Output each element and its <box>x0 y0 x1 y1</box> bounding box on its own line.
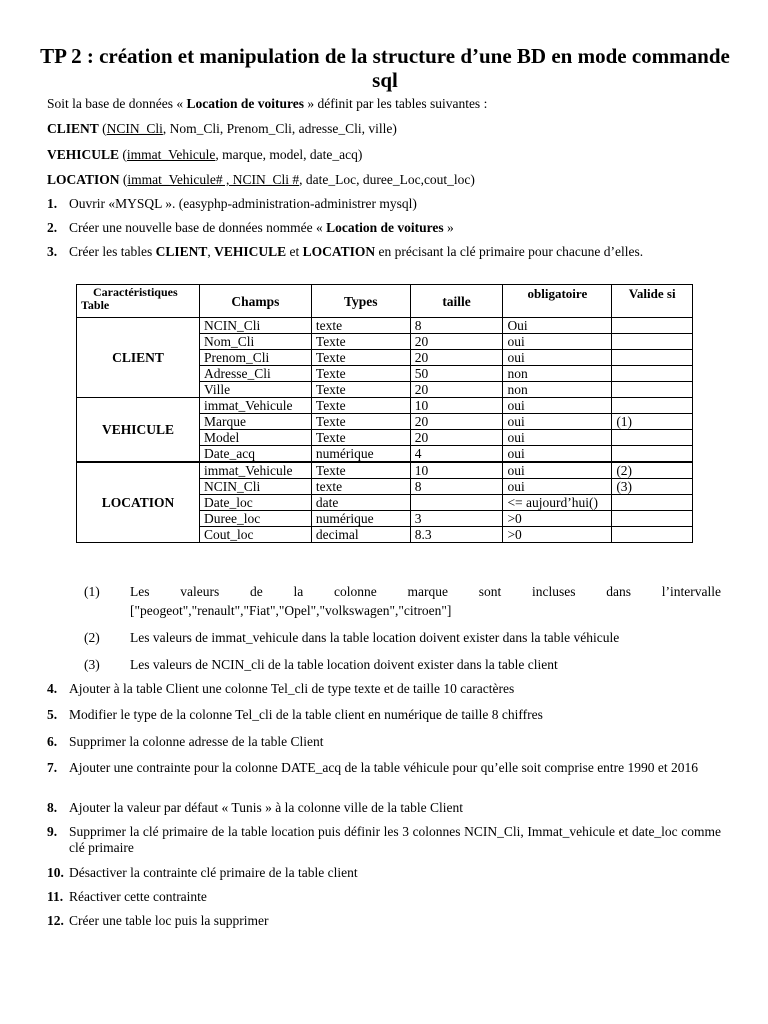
header-obligatoire: obligatoire <box>503 285 612 318</box>
cell-type: numérique <box>311 511 410 527</box>
note-key: (1) <box>84 584 100 599</box>
step-number: 8. <box>47 800 58 815</box>
cell-obligatoire: >0 <box>503 527 612 543</box>
note-1 <box>84 582 721 620</box>
table-name-vehicule: VEHICULE <box>77 398 200 463</box>
cell-valide <box>612 334 693 350</box>
cell-taille: 20 <box>410 414 503 430</box>
cell-valide <box>612 318 693 334</box>
note-text: Les valeurs de NCIN_cli de la table location doivent exister dans la table client <box>130 657 558 672</box>
schema-open: ( <box>119 172 128 187</box>
note-key: (3) <box>84 657 100 672</box>
step-text <box>69 244 721 260</box>
cell-valide: (2) <box>612 462 693 479</box>
schema-rest: , date_Loc, duree_Loc,cout_loc) <box>299 172 475 187</box>
page-title: TP 2 : création et manipulation de la structure d’une BD en mode commande sql <box>40 44 730 92</box>
cell-valide <box>612 350 693 366</box>
schema-name: VEHICULE <box>47 147 120 162</box>
cell-type: Texte <box>311 334 410 350</box>
step-text-part: , <box>207 244 215 259</box>
cell-obligatoire: oui <box>503 462 612 479</box>
step-text: Supprimer la clé primaire de la table location puis définir les 3 colonnes NCIN_Cli, Immat_vehicule et date_loc comme clé primaire <box>69 824 721 855</box>
schema-key: immat_Vehicule <box>126 147 216 162</box>
header-caracteristiques <box>77 285 200 318</box>
cell-taille: 20 <box>410 350 503 366</box>
header-champs: Champs <box>199 285 311 318</box>
step-9 <box>47 824 721 856</box>
step-number: 10. <box>47 865 64 880</box>
cell-champ: Date_loc <box>199 495 311 511</box>
cell-type: Texte <box>311 414 410 430</box>
cell-obligatoire: oui <box>503 350 612 366</box>
cell-obligatoire: oui <box>503 430 612 446</box>
cell-taille: 10 <box>410 398 503 414</box>
step-number: 7. <box>47 760 58 775</box>
cell-valide <box>612 366 693 382</box>
cell-valide <box>612 446 693 463</box>
cell-champ: Date_acq <box>199 446 311 463</box>
header-caracteristiques-label: Caractéristiques <box>93 285 178 299</box>
schema-open: ( <box>119 147 127 162</box>
step-number: 11. <box>47 889 64 904</box>
step-number: 12. <box>47 913 64 928</box>
note-key: (2) <box>84 630 100 645</box>
schema-name: LOCATION <box>47 172 120 187</box>
step-4 <box>47 681 721 697</box>
cell-type: Texte <box>311 462 410 479</box>
cell-obligatoire: non <box>503 366 612 382</box>
cell-taille: 3 <box>410 511 503 527</box>
note-2 <box>84 628 721 647</box>
schema-vehicule <box>47 146 721 163</box>
header-table-label: Table <box>81 298 110 312</box>
step-7 <box>47 760 721 776</box>
cell-valide <box>612 527 693 543</box>
cell-type: Texte <box>311 382 410 398</box>
cell-taille: 50 <box>410 366 503 382</box>
database-name: Location de voitures <box>186 96 304 111</box>
step-number: 9. <box>47 824 58 839</box>
cell-champ: immat_Vehicule <box>199 398 311 414</box>
cell-obligatoire: oui <box>503 479 612 495</box>
cell-valide <box>612 495 693 511</box>
step-3 <box>47 244 721 260</box>
step-8 <box>47 800 721 816</box>
step-number: 5. <box>47 707 58 722</box>
step-text: Ajouter une contrainte pour la colonne DATE_acq de la table véhicule pour qu’elle soit comprise entre 1990 et 2016 <box>69 760 699 775</box>
header-valide-si: Valide si <box>612 285 693 318</box>
cell-taille: 20 <box>410 334 503 350</box>
step-6 <box>47 734 721 750</box>
schema-rest: , marque, model, date_acq) <box>215 147 363 162</box>
cell-valide <box>612 430 693 446</box>
step-10 <box>47 865 721 881</box>
table-header-row <box>77 285 693 318</box>
cell-taille: 4 <box>410 446 503 463</box>
intro-paragraph <box>47 95 721 112</box>
schema-open: ( <box>98 121 107 136</box>
cell-champ: Ville <box>199 382 311 398</box>
table-name-client: CLIENT <box>77 318 200 398</box>
cell-taille: 10 <box>410 462 503 479</box>
cell-champ: Cout_loc <box>199 527 311 543</box>
step-text-bold: VEHICULE <box>214 244 287 259</box>
header-types: Types <box>311 285 410 318</box>
cell-valide: (3) <box>612 479 693 495</box>
cell-obligatoire: oui <box>503 414 612 430</box>
cell-type: texte <box>311 479 410 495</box>
schema-rest: , Nom_Cli, Prenom_Cli, adresse_Cli, ville) <box>162 121 397 136</box>
cell-type: date <box>311 495 410 511</box>
cell-taille: 8.3 <box>410 527 503 543</box>
table-row <box>77 462 693 479</box>
step-text-bold: CLIENT <box>155 244 208 259</box>
cell-taille: 8 <box>410 479 503 495</box>
step-text: Modifier le type de la colonne Tel_cli de la table client en numérique de taille 8 chiffres <box>69 707 543 722</box>
cell-obligatoire: oui <box>503 398 612 414</box>
cell-champ: Duree_loc <box>199 511 311 527</box>
cell-obligatoire: >0 <box>503 511 612 527</box>
tables-characteristics <box>76 284 693 543</box>
cell-type: Texte <box>311 398 410 414</box>
cell-valide: (1) <box>612 414 693 430</box>
header-taille: taille <box>410 285 503 318</box>
schema-name: CLIENT <box>47 121 99 136</box>
note-3 <box>84 655 721 674</box>
step-text: Créer une table loc puis la supprimer <box>69 913 269 928</box>
step-text-part: » <box>443 220 454 235</box>
step-number: 3. <box>47 244 58 259</box>
step-number: 2. <box>47 220 58 235</box>
note-text: Les valeurs de immat_vehicule dans la table location doivent exister dans la table véhicule <box>130 630 620 645</box>
cell-champ: Marque <box>199 414 311 430</box>
intro-text-end: » définit par les tables suivantes : <box>303 96 488 111</box>
step-text <box>69 220 721 236</box>
cell-champ: NCIN_Cli <box>199 479 311 495</box>
cell-obligatoire: <= aujourd’hui() <box>503 495 612 511</box>
cell-taille: 8 <box>410 318 503 334</box>
cell-champ: Model <box>199 430 311 446</box>
cell-type: Texte <box>311 430 410 446</box>
table-row <box>77 318 693 334</box>
step-number: 4. <box>47 681 58 696</box>
step-5 <box>47 707 721 723</box>
step-text-bold: LOCATION <box>302 244 376 259</box>
cell-valide <box>612 511 693 527</box>
cell-champ: Adresse_Cli <box>199 366 311 382</box>
note-text: Les valeurs de la colonne marque sont incluses dans l’intervalle ["peogeot","renault","Fiat","Opel","volkswagen","citroen"] <box>130 584 721 618</box>
cell-obligatoire: oui <box>503 334 612 350</box>
step-11 <box>47 889 721 905</box>
step-12 <box>47 913 721 929</box>
step-text: Ouvrir «MYSQL ». (easyphp-administration-administrer mysql) <box>69 196 417 211</box>
table-row <box>77 398 693 414</box>
cell-taille: 20 <box>410 382 503 398</box>
cell-champ: Prenom_Cli <box>199 350 311 366</box>
step-1 <box>47 196 721 212</box>
cell-type: texte <box>311 318 410 334</box>
step-number: 6. <box>47 734 58 749</box>
cell-type: numérique <box>311 446 410 463</box>
step-text-part: et <box>286 244 303 259</box>
step-text: Réactiver cette contrainte <box>69 889 207 904</box>
intro-text: Soit la base de données « <box>47 96 187 111</box>
step-number: 1. <box>47 196 58 211</box>
cell-obligatoire: oui <box>503 446 612 463</box>
cell-taille <box>410 495 503 511</box>
table-name-location: LOCATION <box>77 462 200 543</box>
step-text: Supprimer la colonne adresse de la table Client <box>69 734 324 749</box>
step-text-part: Créer les tables <box>69 244 156 259</box>
schema-key: NCIN_Cli <box>106 121 163 136</box>
cell-valide <box>612 398 693 414</box>
cell-taille: 20 <box>410 430 503 446</box>
cell-obligatoire: Oui <box>503 318 612 334</box>
cell-obligatoire: non <box>503 382 612 398</box>
step-text-part: en précisant la clé primaire pour chacune d’elles. <box>375 244 644 259</box>
step-text: Ajouter à la table Client une colonne Tel_cli de type texte et de taille 10 caractères <box>69 681 515 696</box>
step-text: Désactiver la contrainte clé primaire de la table client <box>69 865 358 880</box>
step-2 <box>47 220 721 236</box>
schema-location <box>47 171 721 188</box>
step-text-bold: Location de voitures <box>326 220 444 235</box>
cell-valide <box>612 382 693 398</box>
cell-champ: immat_Vehicule <box>199 462 311 479</box>
step-text: Ajouter la valeur par défaut « Tunis » à la colonne ville de la table Client <box>69 800 464 815</box>
cell-type: decimal <box>311 527 410 543</box>
schema-key: immat_Vehicule# , NCIN_Cli # <box>127 172 300 187</box>
cell-type: Texte <box>311 366 410 382</box>
cell-champ: NCIN_Cli <box>199 318 311 334</box>
cell-champ: Nom_Cli <box>199 334 311 350</box>
schema-client <box>47 120 721 137</box>
cell-type: Texte <box>311 350 410 366</box>
step-text-part: Créer une nouvelle base de données nommée « <box>69 220 327 235</box>
